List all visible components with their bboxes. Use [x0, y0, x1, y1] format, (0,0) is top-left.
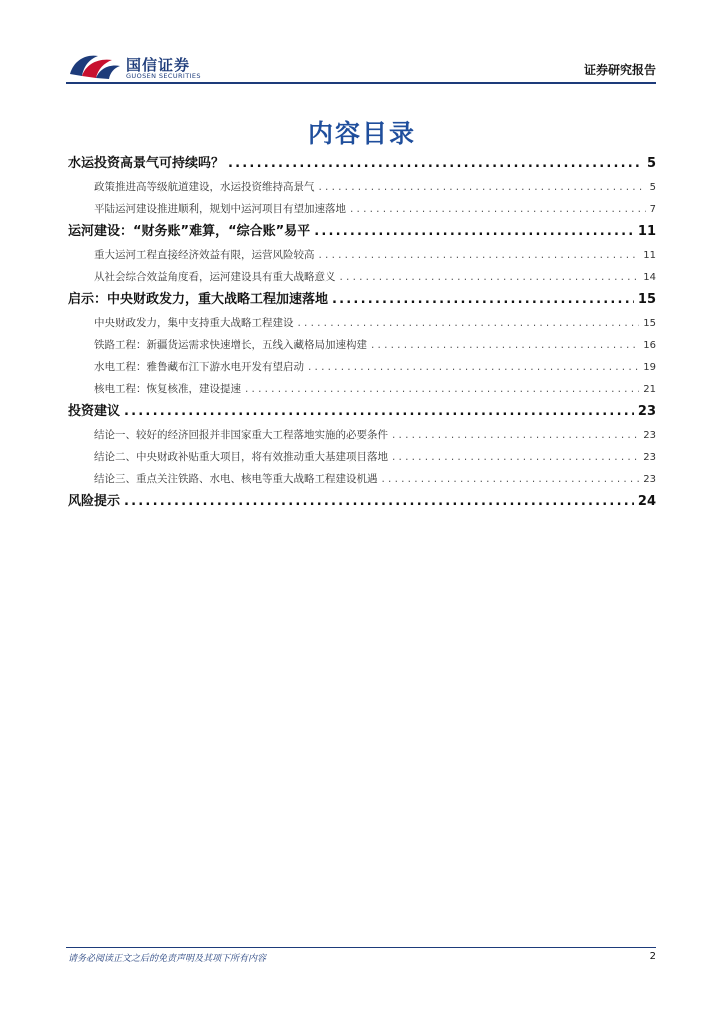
toc-subsection-link[interactable] — [68, 378, 656, 400]
logo-text-en: GUOSEN SECURITIES — [126, 72, 201, 80]
toc-leader-dots — [332, 288, 634, 312]
logo-text-cn: 国信证券 — [126, 56, 191, 74]
toc-entry-page: 11 — [637, 224, 656, 239]
toc-entry-page: 19 — [643, 362, 656, 373]
toc-entry-title: 水电工程：雅鲁藏布江下游水电开发有望启动 — [94, 361, 304, 373]
toc-entry-page: 16 — [643, 340, 656, 351]
toc-section-link[interactable] — [68, 400, 656, 424]
toc-leader-dots — [298, 312, 640, 334]
toc-section-link[interactable] — [68, 288, 656, 312]
toc-subsection-link[interactable] — [68, 424, 656, 446]
toc-subsection-link[interactable] — [68, 244, 656, 266]
toc-leader-dots — [382, 468, 640, 490]
toc-entry-title: 运河建设：“财务账”难算，“综合账”易平 — [68, 224, 311, 239]
toc-subsection-link[interactable] — [68, 446, 656, 468]
toc-entry-title: 结论一、较好的经济回报并非国家重大工程落地实施的必要条件 — [94, 429, 388, 441]
toc-entry-title: 政策推进高等级航道建设，水运投资维持高景气 — [94, 181, 315, 193]
toc-leader-dots — [124, 400, 634, 424]
toc-entry-page: 5 — [649, 182, 656, 193]
company-logo — [68, 50, 203, 82]
toc-entry-page: 11 — [643, 250, 656, 261]
toc-entry-page: 14 — [643, 272, 656, 283]
toc-leader-dots — [350, 198, 646, 220]
toc-leader-dots — [314, 220, 634, 244]
table-of-contents — [68, 152, 656, 514]
toc-title: 内容目录 — [307, 119, 416, 148]
toc-entry-title: 水运投资高景气可持续吗？ — [68, 156, 225, 171]
report-type-label: 证券研究报告 — [583, 63, 656, 77]
toc-entry-title: 启示：中央财政发力，重大战略工程加速落地 — [68, 292, 329, 307]
toc-leader-dots — [392, 446, 639, 468]
toc-subsection-link[interactable] — [68, 176, 656, 198]
toc-entry-page: 24 — [637, 494, 656, 509]
toc-entry-page: 23 — [643, 474, 656, 485]
toc-entry-title: 风险提示 — [68, 494, 121, 509]
toc-entry-title: 铁路工程：新疆货运需求快速增长，五线入藏格局加速构建 — [94, 339, 367, 351]
toc-entry-title: 核电工程：恢复核准，建设提速 — [94, 383, 241, 395]
toc-subsection-link[interactable] — [68, 266, 656, 288]
toc-leader-dots — [245, 378, 639, 400]
toc-entry-page: 7 — [649, 204, 656, 215]
toc-leader-dots — [228, 152, 643, 176]
toc-leader-dots — [392, 424, 639, 446]
toc-entry-title: 平陆运河建设推进顺利，规划中运河项目有望加速落地 — [94, 203, 346, 215]
toc-entry-page: 23 — [643, 430, 656, 441]
disclaimer-note: 请务必阅读正文之后的免责声明及其项下所有内容 — [68, 954, 267, 964]
toc-subsection-link[interactable] — [68, 356, 656, 378]
toc-subsection-link[interactable] — [68, 312, 656, 334]
toc-entry-title: 重大运河工程直接经济效益有限，运营风险较高 — [94, 249, 315, 261]
toc-leader-dots — [308, 356, 639, 378]
guosen-logo-icon — [68, 52, 122, 80]
toc-leader-dots — [371, 334, 639, 356]
toc-subsection-link[interactable] — [68, 198, 656, 220]
toc-entry-title: 结论三、重点关注铁路、水电、核电等重大战略工程建设机遇 — [94, 473, 378, 485]
toc-entry-page: 5 — [646, 156, 656, 171]
toc-section-link[interactable] — [68, 152, 656, 176]
toc-entry-page: 23 — [643, 452, 656, 463]
toc-leader-dots — [124, 490, 634, 514]
toc-entry-page: 15 — [637, 292, 656, 307]
toc-entry-title: 从社会综合效益角度看，运河建设具有重大战略意义 — [94, 271, 336, 283]
toc-subsection-link[interactable] — [68, 334, 656, 356]
toc-leader-dots — [319, 244, 640, 266]
header-divider — [66, 82, 656, 84]
toc-entry-title: 结论二、中央财政补贴重大项目，将有效推动重大基建项目落地 — [94, 451, 388, 463]
toc-leader-dots — [340, 266, 640, 288]
toc-section-link[interactable] — [68, 220, 656, 244]
toc-entry-title: 中央财政发力，集中支持重大战略工程建设 — [94, 317, 294, 329]
toc-entry-page: 23 — [637, 404, 656, 419]
page-header — [66, 50, 656, 84]
toc-entry-page: 21 — [643, 384, 656, 395]
toc-entry-page: 15 — [643, 318, 656, 329]
toc-subsection-link[interactable] — [68, 468, 656, 490]
page-number: 2 — [649, 951, 656, 962]
footer-divider — [66, 947, 656, 948]
toc-entry-title: 投资建议 — [68, 404, 121, 419]
toc-section-link[interactable] — [68, 490, 656, 514]
toc-leader-dots — [319, 176, 646, 198]
